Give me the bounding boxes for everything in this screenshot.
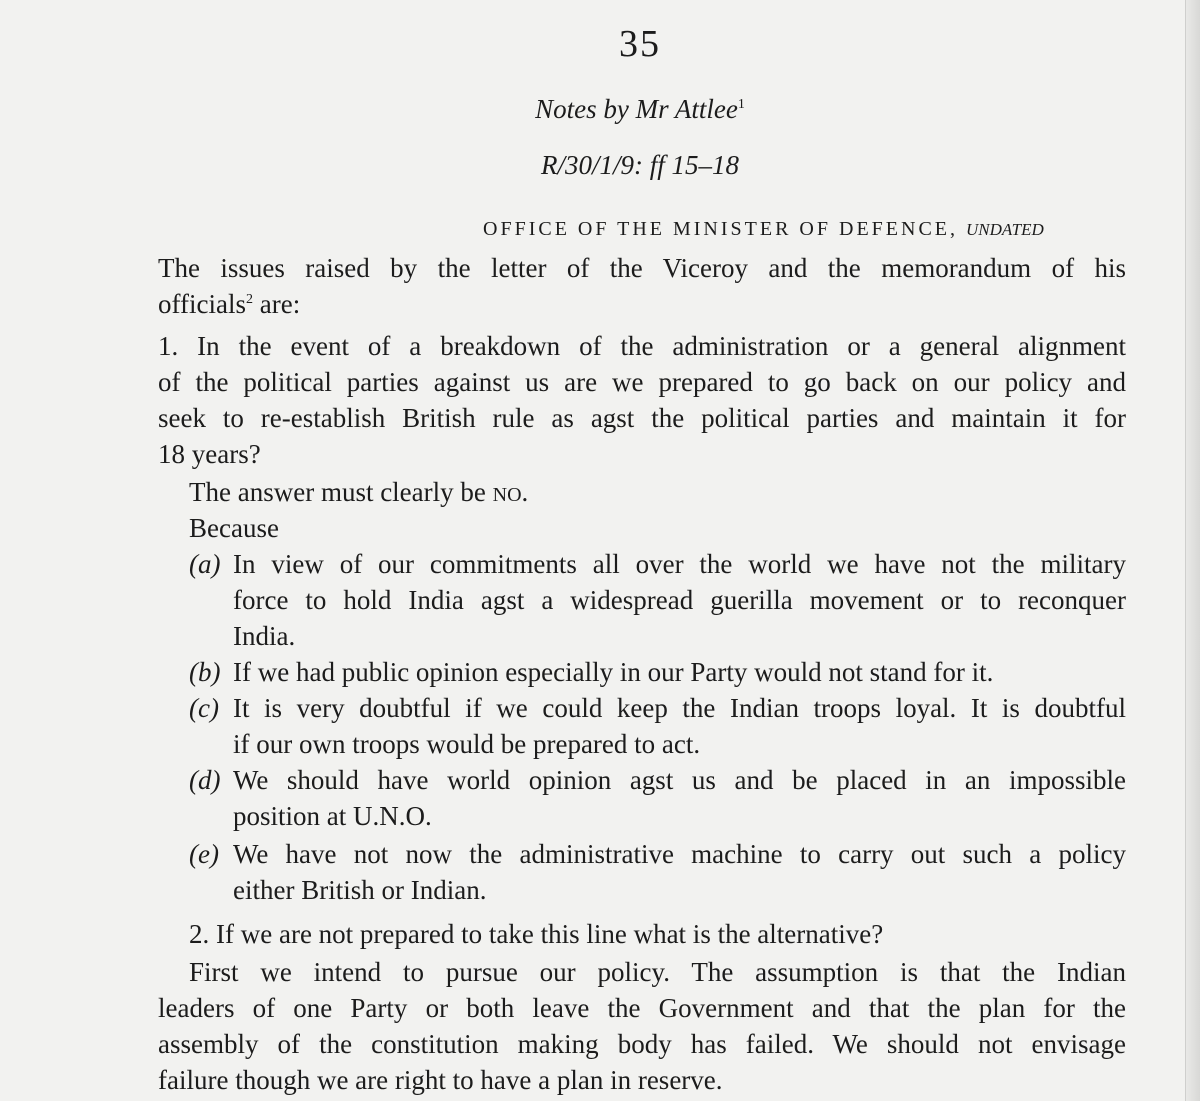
intro-end: are: <box>252 289 301 319</box>
reason-c-line-1: It is very doubtful if we could keep the Indian troops loyal. It is doubtful <box>233 693 1126 723</box>
reason-a-label: (a) <box>189 549 221 579</box>
q1-line-2: of the political parties against us are we prepared to go back on our policy and <box>158 367 1126 397</box>
para-line-1: First we intend to pursue our policy. The assumption is that the Indian <box>189 957 1126 987</box>
reason-d-line-1: We should have world opinion agst us and be placed in an impossible <box>233 765 1126 795</box>
intro-line-2 <box>158 286 300 322</box>
para-line-2: leaders of one Party or both leave the Government and that the plan for the <box>158 993 1126 1023</box>
title-footnote-marker: 1 <box>737 97 745 112</box>
intro-footnote-marker: 2 <box>245 292 253 307</box>
answer-prefix: The answer must clearly be <box>189 477 493 507</box>
reason-a-line-2: force to hold India agst a widespread guerilla movement or to reconquer <box>233 585 1126 615</box>
reason-e-label: (e) <box>189 839 219 869</box>
q1-line-3: seek to re-establish British rule as agst the political parties and maintain it for <box>158 403 1126 433</box>
office-name: OFFICE OF THE MINISTER OF DEFENCE, <box>483 218 958 240</box>
reason-c-label: (c) <box>189 693 219 723</box>
office-line <box>483 215 1044 242</box>
reason-c-line-2: if our own troops would be prepared to act. <box>233 729 701 759</box>
reason-b-label: (b) <box>189 657 221 687</box>
q2-line: 2. If we are not prepared to take this line what is the alternative? <box>189 919 884 949</box>
answer-line <box>189 474 528 510</box>
para-line-3: assembly of the constitution making body has failed. We should not envisage <box>158 1029 1126 1059</box>
reason-e-line-1: We have not now the administrative machine to carry out such a policy <box>233 839 1126 869</box>
q1-line-1: 1. In the event of a breakdown of the administration or a general alignment <box>158 331 1126 361</box>
document-reference: R/30/1/9: ff 15–18 <box>541 150 739 180</box>
reason-e-line-2: either British or Indian. <box>233 875 487 905</box>
reason-b-line-1: If we had public opinion especially in our Party would not stand for it. <box>233 657 994 687</box>
para-line-4: failure though we are right to have a plan in reserve. <box>158 1065 723 1095</box>
office-date: undated <box>966 215 1044 241</box>
intro-officials: officials <box>158 289 246 319</box>
because-line: Because <box>189 513 279 543</box>
reason-d-line-2: position at U.N.O. <box>233 801 432 831</box>
q1-line-4: 18 years? <box>158 439 261 469</box>
document-number: 35 <box>619 23 661 65</box>
title-text: Notes by Mr Attlee <box>535 94 738 124</box>
reason-a-line-1: In view of our commitments all over the world we have not the military <box>233 549 1126 579</box>
document-title <box>0 94 1200 125</box>
intro-line-1: The issues raised by the letter of the Viceroy and the memorandum of his <box>158 253 1126 283</box>
answer-word: no <box>492 476 522 508</box>
reason-a-line-3: India. <box>233 621 296 651</box>
answer-end: . <box>521 477 529 507</box>
reason-d-label: (d) <box>189 765 221 795</box>
